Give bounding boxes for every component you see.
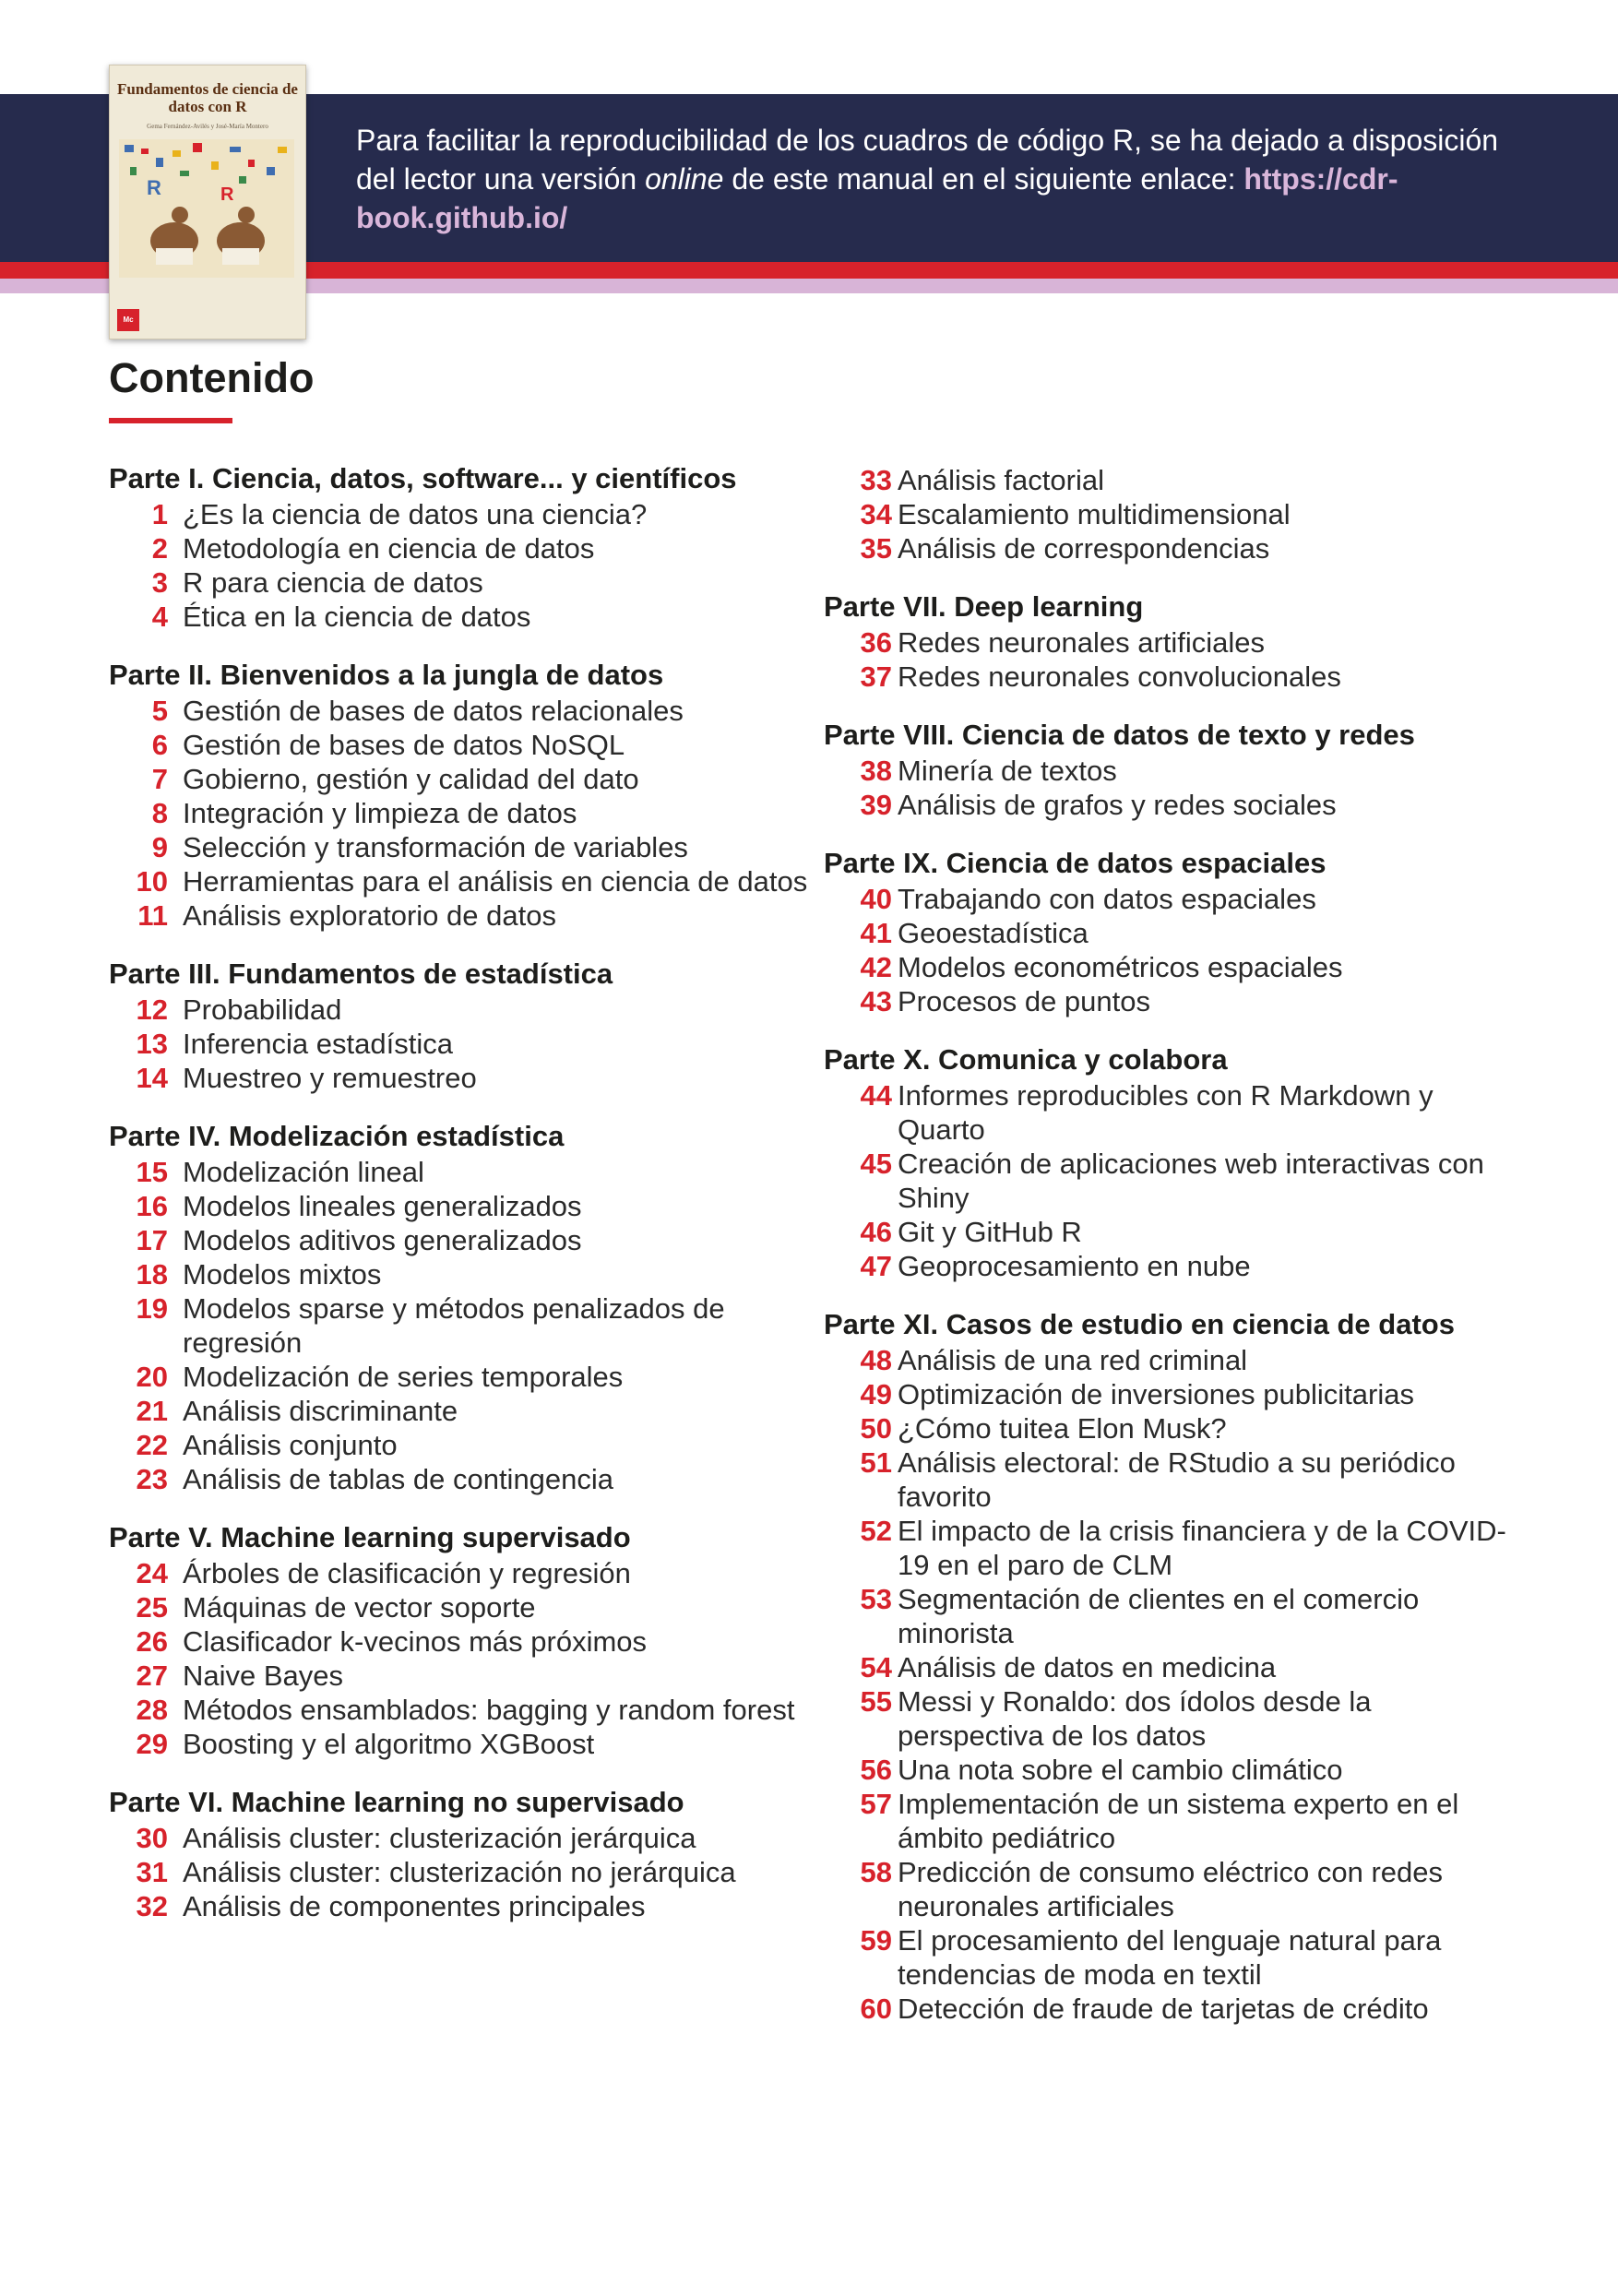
part-heading: Parte VII. Deep learning [824,590,1144,623]
chapter-list [824,1078,1525,1283]
chapter-item [109,762,810,796]
chapter-list [109,497,810,634]
chapter-item [824,1582,1525,1650]
chapter-number: 32 [136,1890,168,1922]
chapter-item [109,1462,810,1496]
chapter-number: 19 [136,1292,168,1325]
chapter-title: Análisis cluster: clusterización no jerárquica [183,1856,736,1888]
chapter-title: Naive Bayes [183,1660,344,1692]
chapter-title: Análisis de componentes principales [183,1890,646,1922]
chapter-number: 17 [136,1224,168,1256]
chapter-number: 34 [860,498,892,530]
chapter-number: 10 [136,865,168,898]
book-url-link[interactable]: https://cdr-book.github.io/ [356,162,1398,234]
chapter-item [109,694,810,728]
chapter-title: Métodos ensamblados: bagging y random forest [183,1694,795,1726]
chapter-number: 47 [860,1250,892,1282]
chapter-number: 40 [860,883,892,915]
chapter-title: Selección y transformación de variables [183,831,688,863]
chapter-item [109,993,810,1027]
chapter-item [824,1650,1525,1684]
chapter-number: 35 [860,532,892,565]
chapter-title: Redes neuronales convolucionales [898,660,1341,693]
chapter-number: 24 [136,1557,168,1589]
chapter-number: 41 [860,917,892,949]
chapter-item [824,754,1525,788]
chapter-number: 60 [860,1993,892,2025]
chapter-item [109,1223,810,1257]
intro-text-after: de este manual en el siguiente enlace: [723,162,1244,196]
chapter-number: 57 [860,1788,892,1820]
chapter-number: 44 [860,1079,892,1112]
toc-column-right [824,461,1525,2026]
chapter-title: Análisis cluster: clusterización jerárquica [183,1822,696,1854]
part-heading: Parte VIII. Ciencia de datos de texto y redes [824,719,1415,751]
chapter-title: Máquinas de vector soporte [183,1591,536,1624]
chapter-item [109,1624,810,1659]
chapter-item [824,984,1525,1018]
chapter-title: Integración y limpieza de datos [183,797,577,829]
chapter-number: 13 [136,1028,168,1060]
chapter-number: 45 [860,1148,892,1180]
chapter-number: 6 [151,729,168,761]
chapter-title: Árboles de clasificación y regresión [183,1557,631,1589]
chapter-item [109,898,810,933]
chapter-number: 55 [860,1685,892,1718]
chapter-list [824,754,1525,822]
chapter-title: Gobierno, gestión y calidad del dato [183,763,639,795]
chapter-number: 7 [151,763,168,795]
chapter-item [824,882,1525,916]
chapter-number: 21 [136,1395,168,1427]
chapter-item [824,1377,1525,1411]
chapter-number: 22 [136,1429,168,1461]
chapter-number: 46 [860,1216,892,1248]
chapter-number: 48 [860,1344,892,1376]
chapter-item [824,1753,1525,1787]
chapter-item [109,1291,810,1360]
chapter-item [109,1394,810,1428]
chapter-item [109,1428,810,1462]
chapter-number: 15 [136,1156,168,1188]
chapter-title: Análisis discriminante [183,1395,458,1427]
chapter-list [824,882,1525,1018]
chapter-item [109,1061,810,1095]
chapter-item [824,463,1525,497]
chapter-number: 20 [136,1361,168,1393]
chapter-item [824,1249,1525,1283]
chapter-title: Informes reproducibles con R Markdown y Quarto [898,1079,1434,1146]
chapter-number: 23 [136,1463,168,1495]
cover-authors: Gema Fernández-Avilés y José-María Montero [147,123,268,130]
chapter-number: 1 [151,498,168,530]
chapter-number: 12 [136,993,168,1026]
part-heading: Parte III. Fundamentos de estadística [109,958,613,990]
chapter-item [109,796,810,830]
chapter-number: 59 [860,1924,892,1957]
chapter-item [109,565,810,600]
chapter-item [824,1147,1525,1215]
chapter-title: ¿Cómo tuitea Elon Musk? [898,1412,1227,1445]
chapter-item [824,1411,1525,1445]
chapter-title: Análisis exploratorio de datos [183,899,556,932]
publisher-logo: Mc [117,309,139,331]
chapter-title: El procesamiento del lenguaje natural para tendencias de moda en textil [898,1924,1442,1991]
chapter-title: Metodología en ciencia de datos [183,532,595,565]
chapter-item [109,1821,810,1855]
chapter-item [824,1343,1525,1377]
cover-title: Fundamentos de ciencia de datos con R [117,80,298,115]
chapter-item [824,950,1525,984]
chapter-list [824,625,1525,694]
chapter-item [109,864,810,898]
chapter-item [824,1787,1525,1855]
chapter-item [109,830,810,864]
chapter-title: Trabajando con datos espaciales [898,883,1316,915]
chapter-list [824,1343,1525,2026]
chapter-item [109,1360,810,1394]
svg-text:R: R [147,176,161,199]
chapter-title: Escalamiento multidimensional [898,498,1291,530]
chapter-title: Análisis de tablas de contingencia [183,1463,614,1495]
chapter-number: 26 [136,1625,168,1658]
chapter-item [824,916,1525,950]
cover-illustration [119,139,294,278]
chapter-title: Modelos aditivos generalizados [183,1224,582,1256]
chapter-title: Análisis de correspondencias [898,532,1270,565]
chapter-item [824,531,1525,565]
chapter-title: Herramientas para el análisis en ciencia de datos [183,865,808,898]
chapter-item [109,1189,810,1223]
chapter-title: Boosting y el algoritmo XGBoost [183,1728,595,1760]
chapter-title: Modelos mixtos [183,1258,382,1291]
chapter-item [824,1078,1525,1147]
part-heading: Parte II. Bienvenidos a la jungla de datos [109,659,664,691]
chapter-list [109,1155,810,1496]
chapter-number: 54 [860,1651,892,1683]
chapter-title: Modelización lineal [183,1156,424,1188]
chapter-title: Geoestadística [898,917,1089,949]
chapter-title: Git y GitHub R [898,1216,1082,1248]
chapter-number: 29 [136,1728,168,1760]
chapter-title: Geoprocesamiento en nube [898,1250,1251,1282]
chapter-item [824,1514,1525,1582]
chapter-item [824,497,1525,531]
chapter-title: Modelos sparse y métodos penalizados de regresión [183,1292,725,1359]
chapter-item [109,1659,810,1693]
chapter-item [824,1923,1525,1992]
chapter-number: 56 [860,1754,892,1786]
chapter-item [824,788,1525,822]
chapter-number: 30 [136,1822,168,1854]
chapter-number: 51 [860,1446,892,1479]
chapter-title: Análisis de datos en medicina [898,1651,1277,1683]
chapter-number: 39 [860,789,892,821]
chapter-title: Muestreo y remuestreo [183,1062,477,1094]
chapter-title: Inferencia estadística [183,1028,453,1060]
chapter-item [109,1027,810,1061]
chapter-number: 3 [151,566,168,599]
chapter-title: Análisis de grafos y redes sociales [898,789,1337,821]
chapter-number: 25 [136,1591,168,1624]
chapter-number: 31 [136,1856,168,1888]
chapter-title: Creación de aplicaciones web interactivas con Shiny [898,1148,1484,1214]
chapter-title: R para ciencia de datos [183,566,483,599]
chapter-item [109,1155,810,1189]
chapter-number: 9 [151,831,168,863]
chapter-item [824,660,1525,694]
chapter-title: Modelos econométricos espaciales [898,951,1343,983]
chapter-number: 33 [860,464,892,496]
chapter-item [824,1215,1525,1249]
chapter-item [109,1855,810,1889]
intro-text-before: Para facilitar la reproducibilidad de los cuadros de código R, se ha dejado a disposición del lector una versión [356,124,1499,196]
chapter-title: Análisis de una red criminal [898,1344,1248,1376]
chapter-number: 43 [860,985,892,1017]
chapter-number: 53 [860,1583,892,1615]
chapter-list [109,694,810,933]
chapter-title: Predicción de consumo eléctrico con redes neuronales artificiales [898,1856,1444,1922]
chapter-item [824,625,1525,660]
part-heading: Parte XI. Casos de estudio en ciencia de datos [824,1308,1455,1340]
chapter-item [824,1684,1525,1753]
chapter-title: Clasificador k-vecinos más próximos [183,1625,648,1658]
part-heading: Parte X. Comunica y colabora [824,1043,1228,1076]
chapter-item [824,1855,1525,1923]
chapter-number: 42 [860,951,892,983]
svg-text:R: R [220,184,234,205]
chapter-item [109,728,810,762]
intro-text-italic: online [645,162,724,196]
chapter-title: ¿Es la ciencia de datos una ciencia? [183,498,648,530]
chapter-title: Detección de fraude de tarjetas de crédito [898,1993,1429,2025]
chapter-item [109,1889,810,1923]
chapter-item [109,1693,810,1727]
chapter-title: Análisis conjunto [183,1429,398,1461]
part-heading: Parte IX. Ciencia de datos espaciales [824,847,1327,879]
part-heading: Parte I. Ciencia, datos, software... y científicos [109,462,737,494]
chapter-title: Procesos de puntos [898,985,1151,1017]
contents-heading: Contenido [109,354,315,401]
chapter-title: Probabilidad [183,993,342,1026]
chapter-number: 8 [151,797,168,829]
intro-text [356,121,1518,237]
chapter-title: Modelos lineales generalizados [183,1190,582,1222]
chapter-item [109,531,810,565]
chapter-item [109,1727,810,1761]
chapter-list [109,993,810,1095]
chapter-item [109,600,810,634]
chapter-number: 58 [860,1856,892,1888]
chapter-item [109,1556,810,1590]
chapter-list [109,1556,810,1761]
chapter-number: 2 [151,532,168,565]
chapter-title: Análisis electoral: de RStudio a su periódico favorito [898,1446,1456,1513]
chapter-number: 11 [137,899,168,932]
part-heading: Parte IV. Modelización estadística [109,1120,565,1152]
chapter-title: Messi y Ronaldo: dos ídolos desde la perspectiva de los datos [898,1685,1372,1752]
book-cover [109,65,306,339]
chapter-title: Redes neuronales artificiales [898,626,1266,659]
chapter-title: Modelización de series temporales [183,1361,624,1393]
chapter-title: Análisis factorial [898,464,1104,496]
chapter-title: El impacto de la crisis financiera y de la COVID-19 en el paro de CLM [898,1515,1506,1581]
chapter-number: 16 [136,1190,168,1222]
chapter-title: Optimización de inversiones publicitarias [898,1378,1414,1410]
chapter-item [824,1992,1525,2026]
chapter-title: Minería de textos [898,755,1117,787]
chapter-item [824,1445,1525,1514]
chapter-list [824,463,1525,565]
chapter-title: Ética en la ciencia de datos [183,601,531,633]
toc-column-left [109,461,810,1923]
part-heading: Parte VI. Machine learning no supervisado [109,1786,684,1818]
chapter-number: 37 [860,660,892,693]
chapter-title: Gestión de bases de datos NoSQL [183,729,625,761]
chapter-item [109,497,810,531]
chapter-number: 28 [136,1694,168,1726]
chapter-title: Implementación de un sistema experto en el ámbito pediátrico [898,1788,1459,1854]
chapter-number: 50 [860,1412,892,1445]
chapter-title: Una nota sobre el cambio climático [898,1754,1343,1786]
part-heading: Parte V. Machine learning supervisado [109,1521,631,1553]
chapter-number: 4 [151,601,168,633]
chapter-number: 27 [136,1660,168,1692]
chapter-number: 18 [136,1258,168,1291]
heading-underline [109,418,232,423]
chapter-number: 5 [151,695,168,727]
chapter-list [109,1821,810,1923]
chapter-title: Segmentación de clientes en el comercio minorista [898,1583,1420,1649]
chapter-item [109,1590,810,1624]
chapter-item [109,1257,810,1291]
chapter-number: 14 [136,1062,168,1094]
chapter-number: 38 [860,755,892,787]
chapter-number: 52 [860,1515,892,1547]
chapter-number: 49 [860,1378,892,1410]
chapter-number: 36 [860,626,892,659]
chapter-title: Gestión de bases de datos relacionales [183,695,684,727]
